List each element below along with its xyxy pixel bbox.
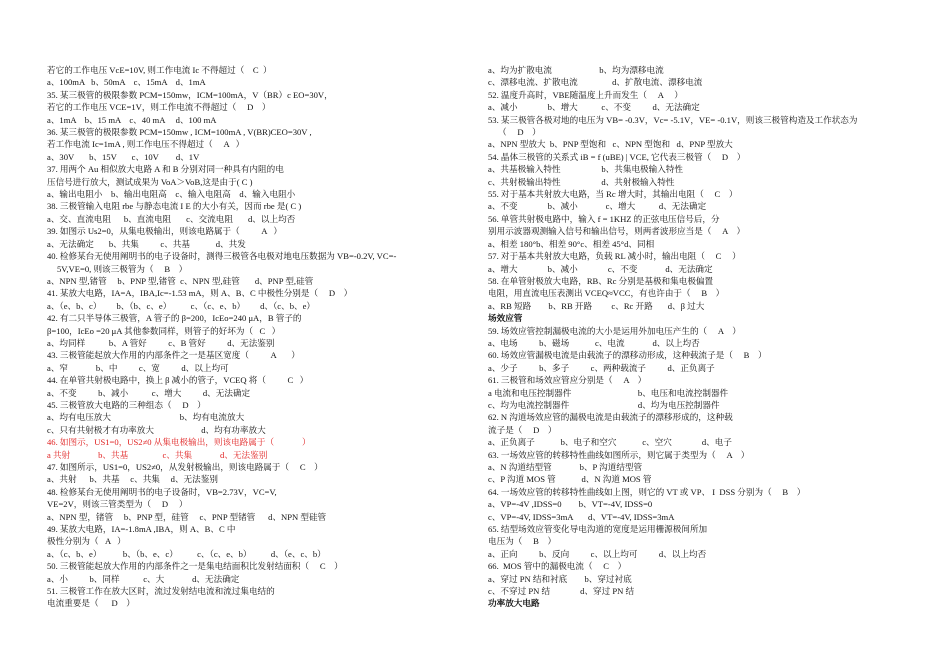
section-heading: 功率放大电路 <box>488 598 540 609</box>
text-line: a、NPN 型，锗管 b、PNP 型，硅管 c、PNP 型锗管 d、NPN 型硅管 <box>47 511 327 522</box>
text-line: 54. 晶体三极管的关系式 iB = f (uBE) | VCE, 它代表三极管（ D ） <box>488 151 746 162</box>
text-line: c、共射极输出特性 d、共射极输入特性 <box>488 176 675 187</box>
text-line: a 共射 b、共基 c、共集 d、无法鉴别 <box>47 449 268 460</box>
text-line: 36. 某三极管的极限参数 PCM=150mw , ICM=100mA , V(BR)CEO=30V , <box>47 127 312 138</box>
text-line: c、不穿过 PN 结 d、穿过 PN 结 <box>488 586 635 597</box>
text-line: 61. 三极管和场效应管应分别是（ A ） <box>488 375 647 386</box>
text-line: 64. 一场效应管的转移特性曲线如上图，则它的 VT 或 VP、 I DSS 分别为（ B ） <box>488 486 806 497</box>
text-line: 43. 三极管能起放大作用的内部条件之一是基区宽度（ A ） <box>47 350 300 361</box>
text-line: 41. 某放大电路，IA=A，IBA,Ic=-1.53 mA，则 A、B、C 中极性分别是（ D ） <box>47 288 353 299</box>
text-line: 50. 三极管能起放大作用的内部条件之一是集电结面积比发射结面积（ C ） <box>47 561 343 572</box>
text-line: 38. 三极管输入电阻 rbe 与静态电流 I E 的大小有关，因而 rbe 是( C ) <box>47 201 302 212</box>
text-line: 电阻，用直流电压表测出 VCEQ≈VCC，有也许由于（ B ） <box>488 288 725 299</box>
text-line: a、100mA b、50mA c、15mA d、1mA <box>47 77 206 88</box>
text-line: a、无法确定 b、共集 c、共基 d、共发 <box>47 238 246 249</box>
text-line: 62. N 沟道场效应管的漏极电流是由载流子的漂移形成的，这种载 <box>488 412 733 423</box>
text-line: 若它的工作电压 VCE=1V，则工作电流不得超过（ D ） <box>47 102 271 113</box>
text-line: a 电流和电压控制器件 b、电压和电流控制器件 <box>488 387 729 398</box>
text-line: a、相差 180°b、相差 90°c、相差 45°d、同相 <box>488 238 655 249</box>
text-line: a、NPN 型放大 b、PNP 型饱和 c、NPN 型饱和 d、PNP 型放大 <box>488 139 733 150</box>
text-line: a、减小 b、增大 c、不变 d、无法确定 <box>488 102 700 113</box>
text-line: 42. 有二只半导体三极管，A 管子的 β=200，IcEo=240 μA，B 管子的 <box>47 313 302 324</box>
text-line: c、漂移电流、扩散电流 d、扩散电流、漂移电流 <box>488 77 703 88</box>
text-line: 别用示波器观测输入信号和输出信号，则两者波形应当是（ A ） <box>488 226 746 237</box>
text-line: a、不变 b、减小 c、增大 d、无法确定 <box>47 387 251 398</box>
text-line: 39. 如图示 Us2=0，从集电极输出，则该电路属于（ A ） <box>47 226 282 237</box>
text-line: 66. MOS 管中的漏极电流（ C ） <box>488 561 627 572</box>
text-line: a、（e、b、c） b、（b、c、e） c、（c、e、b） d、（c、b、e） <box>47 300 316 311</box>
text-line: 若工作电流 Ic=1mA , 则工作电压不得超过（ A ） <box>47 139 245 150</box>
text-line: 45. 三极管放大电路的三种组态（ D ） <box>47 399 206 410</box>
text-line: a、不变 b、减小 c、增大 d、无法确定 <box>488 201 707 212</box>
text-line: a、电场 b、磁场 c、电流 d、以上均否 <box>488 337 700 348</box>
text-line: 电流重要是（ D ） <box>47 598 135 609</box>
text-line: a、交、直流电阻 b、直流电阻 c、交流电阻 d、以上均否 <box>47 213 296 224</box>
text-line: a、正向 b、反向 c、以上均可 d、以上均否 <box>488 548 707 559</box>
text-line: 65. 结型场效应管变化导电沟道的宽度是运用栅源极间所加 <box>488 524 708 535</box>
right-column <box>488 64 918 610</box>
text-line: a、VP=-4V ,IDSS=0 b、VT=-4V, IDSS=0 <box>488 499 653 510</box>
text-line: 53. 某三极管各极对地的电压为 VB= -0.3V，Vc= -5.1V，VE= -0.1V，则该三极管构造及工作状态为 <box>488 114 858 125</box>
text-line: c、VP=-4V, IDSS=3mA d、VT=-4V, IDSS=3mA <box>488 511 675 522</box>
text-line: 电压为（ B ） <box>488 536 557 547</box>
text-line: c、P 沟道 MOS 管 d、N 沟道 MOS 管 <box>488 474 652 485</box>
text-line: c、均为电流控制器件 d、均为电压控制器件 <box>488 399 720 410</box>
text-line: 59. 场效应管控制漏极电流的大小是运用外加电压产生的（ A ） <box>488 325 741 336</box>
text-line: a、均同样 b、A 管好 c、B 管好 d、无法鉴别 <box>47 337 275 348</box>
text-line: 52. 温度升高时，VBE随温度上升而发生（ A ） <box>488 89 683 100</box>
text-line: 40. 检修某台无使用阐明书的电子设备时，测得三极管各电极对地电压数据为 VB=-0.2V, VC=- <box>47 251 397 262</box>
text-line: 57. 对于基本共射放大电路，负载 RL 减小时，输出电阻（ C ） <box>488 251 741 262</box>
text-line: a、1mA b、15 mA c、40 mA d、100 mA <box>47 114 217 125</box>
text-line: 44. 在单管共射极电路中，换上 β 减小的管子，VCEQ 将（ C ） <box>47 375 309 386</box>
text-line: a、均有电压放大 b、均有电流放大 <box>47 412 245 423</box>
text-line: a、均为扩散电流 b、均为漂移电流 <box>488 65 664 75</box>
text-line: VE=2V，则该三管类型为（ D ） <box>47 499 188 510</box>
text-line: 48. 检修某台无使用阐明书的电子设备时，VB=2.73V，VC=V, <box>47 486 277 497</box>
text-line: 46. 如图示，US1=0，US2≠0 从集电极输出，则该电路属于（ ） <box>47 437 311 448</box>
text-line: a、共射 b、共基 c、共集 d、无法鉴别 <box>47 474 218 485</box>
text-line: 51. 三极管工作在放大区时，流过发射结电流和流过集电结的 <box>47 586 275 597</box>
text-line: 49. 某放大电路，IA=-1.8mA ,IBA，则 A、B、C 中 <box>47 524 236 535</box>
text-line: 37. 用两个 Au 相似放大电路 A 和 B 分别对同一种具有内阻的电 <box>47 164 284 175</box>
text-line: a、增大 b、减小 c、不变 d、无法确定 <box>488 263 713 274</box>
text-line: a、30V b、15V c、10V d、1V <box>47 151 200 162</box>
text-line: 35. 某三极管的极限参数 PCM=150mw，ICM=100mA，V（BR）c EO=30V， <box>47 89 333 100</box>
text-line: 58. 在单管射极放大电路，RB、Rc 分别是基极和集电极偏置 <box>488 275 714 286</box>
text-line: a、少子 b、多子 c、两种载流子 d、正负离子 <box>488 362 715 373</box>
text-line: 若它的工作电压 VcE=10V, 则工作电流 Ic 不得超过（ C ） <box>47 65 272 75</box>
text-line: 极性分别为（ A ） <box>47 536 126 547</box>
text-line: a、穿过 PN 结和衬底 b、穿过衬底 <box>488 573 632 584</box>
text-line: 56. 单管共射极电路中，输入 f = 1KHZ 的正弦电压信号后，分 <box>488 213 720 224</box>
text-line: a、共基极输入特性 b、共集电极输入特性 <box>488 164 684 175</box>
text-line: β=100，IcEo =20 μA 其他参数同样，则管子的好坏为（ C ） <box>47 325 281 336</box>
text-line: a、小 b、同样 c、大 d、无法确定 <box>47 573 240 584</box>
text-line: 63. 一场效应管的转移特性曲线如图所示，则它属于类型为（ A ） <box>488 449 750 460</box>
text-line: a、N 沟道结型管 b、P 沟道结型管 <box>488 462 643 472</box>
text-line: 压信号进行放大，测试成果为 VoA＞VoB,这是由于( C ) <box>47 176 253 187</box>
text-line: a、（c、b、e） b、（b、e、c） c、（c、e、b） d、（e、c、b） <box>47 548 326 559</box>
text-line: c、只有共射极才有功率放大 d、均有功率放大 <box>47 424 266 435</box>
text-line: a、输出电阻小 b、输出电阻高 c、输入电阻高 d、输入电阻小 <box>47 189 296 200</box>
section-heading: 场效应管 <box>488 313 523 324</box>
text-line: 流子是（ D ） <box>488 424 557 435</box>
text-line: 47. 如图所示，US1=0，US2≠0，从发射极输出，则该电路属于（ C ） <box>47 462 323 472</box>
text-line: a、正负离子 b、电子和空穴 c、空穴 d、电子 <box>488 437 732 448</box>
text-line: （ D ） <box>498 127 541 138</box>
text-line: 60. 场效应管漏极电流是由载流子的漂移动形成，这种载流子是（ B ） <box>488 350 767 361</box>
left-column <box>47 64 452 610</box>
text-line: 5V,VE=0, 则该三极管为（ B ） <box>57 263 188 274</box>
text-line: a、NPN 型,锗管 b、PNP 型,锗管 c、NPN 型,硅管 d、PNP 型,硅管 <box>47 275 314 286</box>
text-line: a、RB 短路 b、RB 开路 c、Rc 开路 d、β 过大 <box>488 300 705 311</box>
text-line: 55. 对于基本共射放大电路，当 Rc 增大时，其输出电阻（ C ） <box>488 189 738 200</box>
text-line: a、窄 b、中 c、宽 d、以上均可 <box>47 362 229 373</box>
